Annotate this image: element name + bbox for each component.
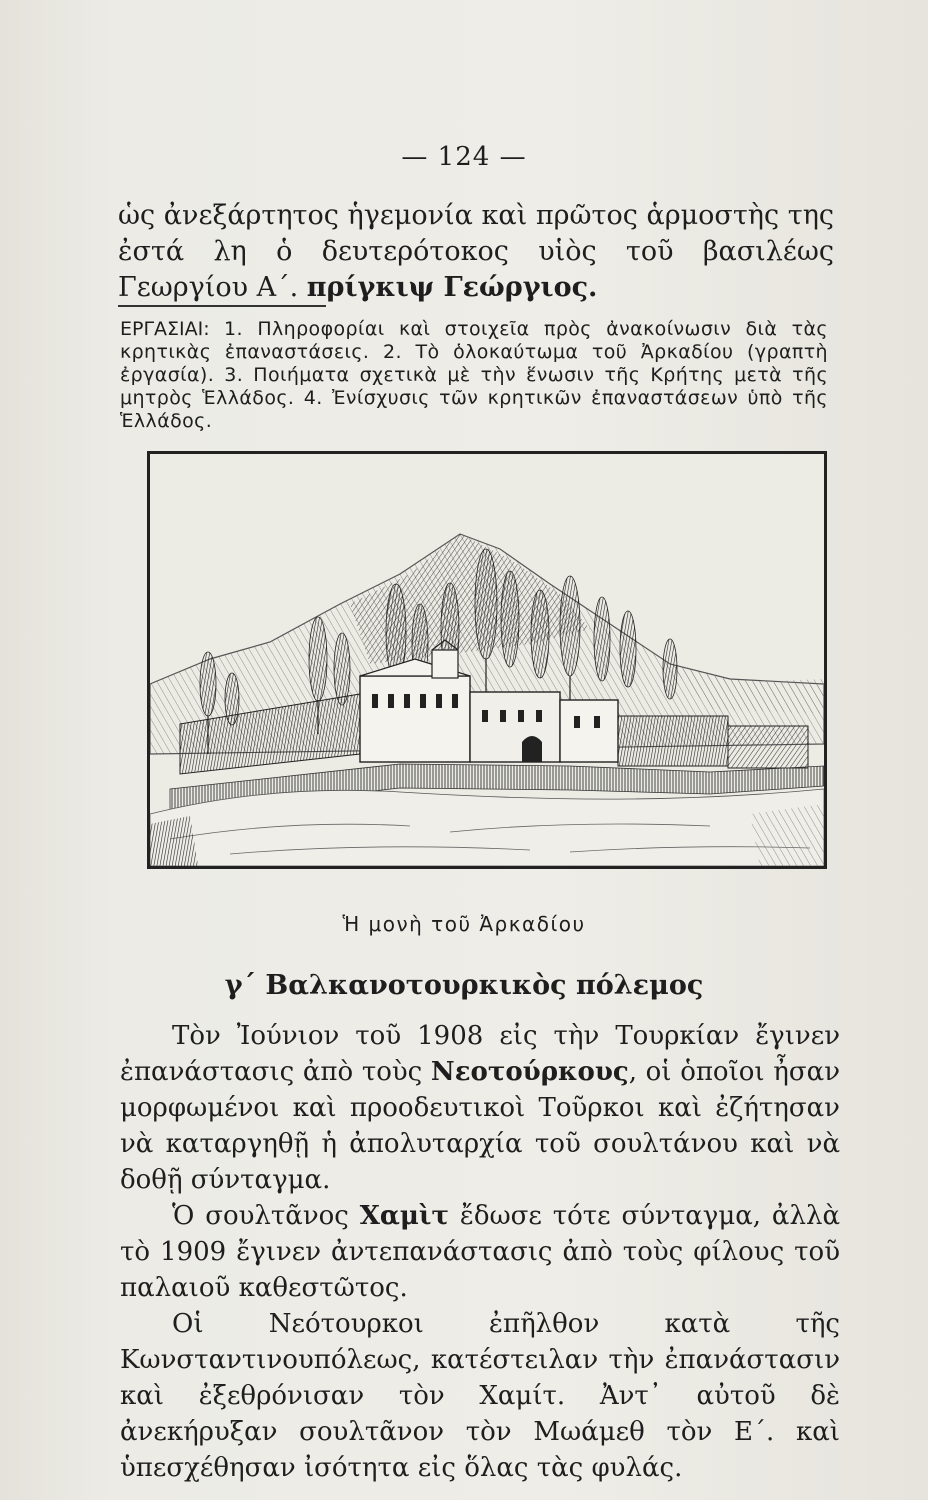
exercises-block bbox=[120, 318, 828, 433]
paragraph-2-text-a: Ὁ σουλτᾶνος bbox=[172, 1201, 360, 1231]
intro-bold-name: πρίγκιψ Γεώργιος. bbox=[306, 272, 598, 303]
paragraph-2-bold: Χαμὶτ bbox=[359, 1201, 450, 1231]
body-text bbox=[120, 1018, 840, 1486]
monastery-drawing bbox=[150, 454, 824, 866]
page-number: — 124 — bbox=[401, 142, 527, 172]
paragraph-1-text-a: Τὸν Ἰούνιον τοῦ 1908 εἰς τὴν Τουρκίαν ἔγινεν ἐπανάστασις ἀπὸ τοὺς bbox=[120, 1021, 840, 1087]
exercises-label: ΕΡΓΑΣΙΑΙ: bbox=[120, 318, 210, 340]
exercises-text: 1. Πληροφορίαι καὶ στοιχεῖα πρὸς ἀνακοίνωσιν διὰ τὰς κρητικὰς ἐπαναστάσεις. 2. Τὸ ὁλοκαύτωμα τοῦ Ἀρκαδίου (γραπτὴ ἐργασία). 3. Ποιήματα σχετικὰ μὲ τὴν ἕνωσιν τῆς Κρήτης μετὰ τῆς μητρὸς Ἑλλάδος. 4. Ἐνίσχυσις τῶν κρητικῶν ἐπαναστάσεων ὑπὸ τῆς Ἑλλάδος. bbox=[120, 318, 828, 432]
monastery-illustration bbox=[147, 451, 827, 869]
paragraph-1-text-c: , οἱ ὁποῖοι ἦσαν μορφωμένοι καὶ προοδευτικοὶ Τοῦρκοι καὶ ἐζήτησαν νὰ καταργηθῇ ἡ ἀπολυταρχία τοῦ σουλτάνου καὶ νὰ δοθῇ σύνταγμα. bbox=[120, 1057, 840, 1195]
intro-text: ὡς ἀνεξάρτητος ἡγεμονία καὶ πρῶτος ἁρμοστὴς της ἐστά λη ὁ δευτερότοκος υἱὸς τοῦ βασιλέως Γεωργίου Α΄. bbox=[118, 200, 834, 303]
paragraph-2-text-c: ἔδωσε τότε σύνταγμα, ἀλλὰ τὸ 1909 ἔγινεν ἀντεπανάστασις ἀπὸ τοὺς φίλους τοῦ παλαιοῦ καθεστῶτος. bbox=[120, 1201, 840, 1303]
intro-paragraph bbox=[118, 198, 834, 306]
paragraph-2 bbox=[120, 1198, 840, 1306]
paragraph-1-bold: Νεοτούρκους bbox=[430, 1057, 629, 1087]
paragraph-3: Οἱ Νεότουρκοι ἐπῆλθον κατὰ τῆς Κωνσταντινουπόλεως, κατέστειλαν τὴν ἐπανάστασιν καὶ ἐξεθρόνισαν τὸν Χαμίτ. Ἀντ᾽ αὐτοῦ δὲ ἀνεκήρυξαν σουλτᾶνον τὸν Μωάμεθ τὸν Ε΄. καὶ ὑπεσχέθησαν ἰσότητα εἰς ὅλας τὰς φυλάς. bbox=[120, 1309, 840, 1483]
section-divider bbox=[118, 305, 326, 307]
paragraph-1 bbox=[120, 1018, 840, 1198]
figure-caption: Ἡ μονὴ τοῦ Ἀρκαδίου bbox=[342, 912, 586, 936]
section-title: γ΄ Βαλκανοτουρκικὸς πόλεμος bbox=[224, 970, 704, 1001]
